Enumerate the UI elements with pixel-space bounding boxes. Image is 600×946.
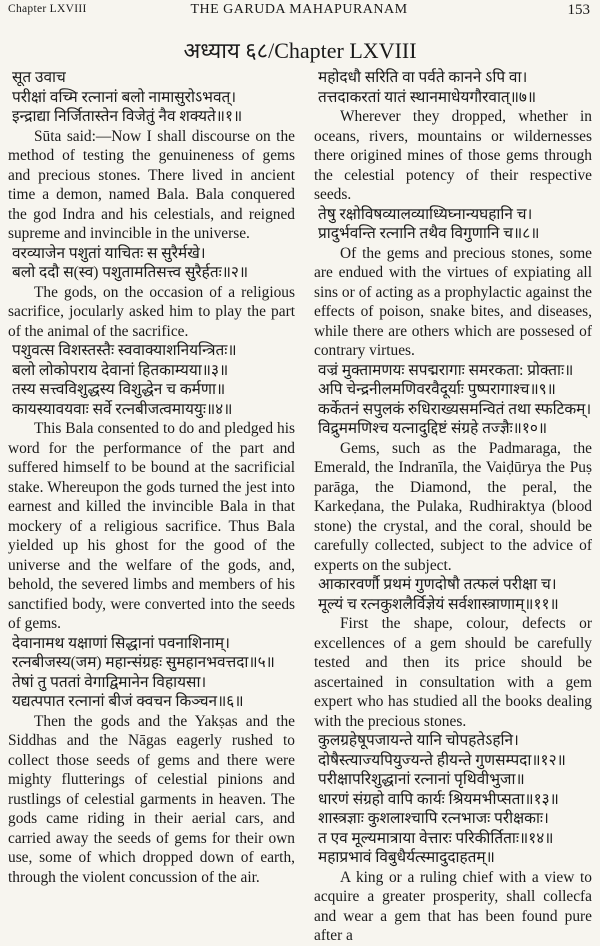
verse-line: विद्रुममणिश्च यत्नादुद्दिष्टं संग्रहे तज्ज्ञैः॥१०॥ [318, 420, 548, 437]
verse-line: अपि चेन्द्रनीलमणिवरवैदूर्याः पुष्परागाश्च॥९॥ [318, 381, 556, 398]
verse-line: तस्य सत्त्वविशुद्धस्य विशुद्धेन च कर्मणा॥ [12, 381, 226, 398]
verse-line: यद्यत्पपात रत्नानां बीजं क्वचन किञ्चन॥६॥ [12, 693, 244, 710]
prose-paragraph: Sūta said:—Now I shall discourse on the method of testing the genuineness of gems and precious stones. There lived in ancient time a demon, named Bala. Bala conquered the god Indra and his celestials, and reigned supreme and invincible in the universe. [8, 127, 295, 242]
verse-line: त एव मूल्यमात्राया वेत्तारः परिकीर्तिताः॥१४॥ [318, 829, 554, 847]
left-column [8, 68, 295, 887]
running-head [8, 2, 590, 20]
prose-paragraph: The gods, on the occasion of a religious sacrifice, jocularly asked him to play the part of the animal of the sacrifice. [8, 283, 295, 340]
prose-paragraph: Wherever they dropped, whether in oceans, rivers, mountains or wildernesses there origined mines of those gems through the celestial potency of their respective seeds. [314, 108, 592, 203]
running-head-title: THE GARUDA MAHAPURANAM [190, 2, 408, 17]
verse-line: कुलग्रहेषूपजायन्ते यानि चोपहतेऽहनि। [318, 732, 519, 749]
prose-paragraph: This Bala consented to do and pledged his word for the performance of the part and suffered himself to be bound at the sacrificial stake. Whereupon the gods turned the jest into earnest and killed the invincible Bala in that mockery of a religious sacrifice. Thus Bala yielded up his ghost for the good of the universe and the welfare of the gods, and, behold, the severed limbs and members of his sanctified body, were converted into the seeds of gems. [8, 420, 295, 632]
verse-line: तेषां तु पततां वेगाद्विमानेन विहायसा। [12, 673, 207, 691]
verse-line: महोदधौ सरिति वा पर्वते कानने ऽपि वा। [318, 69, 528, 86]
verse-line: दोषैस्त्याज्यपियुज्यन्ते हीयन्ते गुणसम्पदा॥१२॥ [318, 751, 566, 769]
verse-line: परीक्षां वच्मि रत्नानां बलो नामासुरोऽभवत्। [12, 88, 237, 106]
verse-line: महाप्रभावं विबुधैर्यत्स्मादुदाहतम्॥ [318, 849, 495, 866]
verse-line: कर्केतनं सपुलकं रुधिराख्यसमन्वितं तथा स्फटिकम्। [318, 400, 592, 418]
verse-line: सूत उवाच [12, 69, 66, 86]
prose-paragraph: Of the gems and precious stones, some are endued with the virtues of expiating all sins or of acting as a prophylactic against the effects of poison, snake bites, and diseases, while there are others which are possesed of contrary virtues. [314, 244, 592, 359]
verse-line: बलो लोकोपराय देवानां हितकाम्यया॥३॥ [12, 361, 229, 379]
running-head-chapter: Chapter LXVIII [8, 3, 87, 15]
verse-line: प्रादुर्भवन्ति रत्नानि तथैव विगुणानि च॥८॥ [318, 225, 540, 242]
prose-paragraph: A king or a ruling chief with a view to acquire a greater prosperity, shall collecfa and wear a gem that has been found pure after a [314, 868, 592, 944]
verse-line: तत्तदाकरतां यातं स्थानमाधेयगौरवात्॥७॥ [318, 88, 537, 106]
verse-line: रत्नबीजस्य(जम) महान्संग्रहः सुमहानभवत्तदा॥५॥ [12, 654, 275, 671]
prose-paragraph: Then the gods and the Yakṣas and the Siddhas and the Nāgas eagerly rushed to collect those seeds of gems and there were mighty flutterings of celestial pinions and rustlings of celestial garments in heaven. The gods came riding in their aerial cars, and carried away the seeds of gems for their own use, some of which dropped down of earth, through the violent concussion of the air. [8, 712, 295, 886]
verse-line: आकारवर्णौ प्रथमं गुणदोषौ तत्फलं परीक्षा च। [318, 576, 557, 593]
verse-line: कायस्यावयवाः सर्वे रत्नबीजत्वमाययुः॥४॥ [12, 400, 233, 418]
right-column [314, 68, 592, 946]
verse-line: शास्त्रज्ञाः कुशलाश्चापि रत्नभाजः परीक्षकाः। [318, 810, 549, 827]
chapter-title: अध्याय ६८/Chapter LXVIII [183, 38, 417, 63]
verse-line: धारणं संग्रहो वापि कार्यः श्रियमभीप्सता॥१३॥ [318, 790, 559, 808]
verse-line: तेषु रक्षोविषव्यालव्याध्यिघ्नान्यघहानि च। [318, 205, 533, 223]
prose-paragraph: Gems, such as the Padmaraga, the Emerald, the Indranīla, the Vaiḍūrya the Puṣ parāga, the Diamond, the peral, the Karkeḍana, the Pulaka, Rudhiraktya (blood stone) the crystal, and the coral, should be carefully collected, subject to the advice of experts on the subject. [314, 439, 592, 574]
verse-line: बलो ददौ स(स्व) पशुतामतिसत्त्व सुरैर्हतः॥२॥ [12, 264, 249, 281]
page-number: 153 [567, 2, 590, 18]
prose-paragraph: First the shape, colour, defects or excellences of a gem should be carefully tested and then its price should be ascertained in consultation with a gem expert who has studied all the books dealing with the precious stones. [314, 615, 592, 730]
verse-line: इन्द्राद्या निर्जितास्तेन विजेतुं नैव शक्यते॥१॥ [12, 108, 243, 125]
verse-line: परीक्षापरिशुद्धानां रत्नानां पृथिवीभुजा॥ [318, 771, 525, 788]
verse-line: मूल्यं च रत्नकुशलैर्विज्ञेयं सर्वशास्त्राणाम्॥११॥ [318, 595, 559, 613]
verse-line: देवानामथ यक्षाणां सिद्धानां पवनाशिनाम्। [12, 634, 230, 652]
verse-line: पशुवत्स विशस्तस्तैः स्ववाक्याशनियन्त्रितः॥ [12, 342, 237, 359]
verse-line: वरव्याजेन पशुतां याचितः स सुरैर्मखे। [12, 244, 206, 262]
verse-line: वज्रं मुक्तामणयः सपद्मरागाः समरकता: प्रोक्ताः॥ [318, 361, 574, 379]
